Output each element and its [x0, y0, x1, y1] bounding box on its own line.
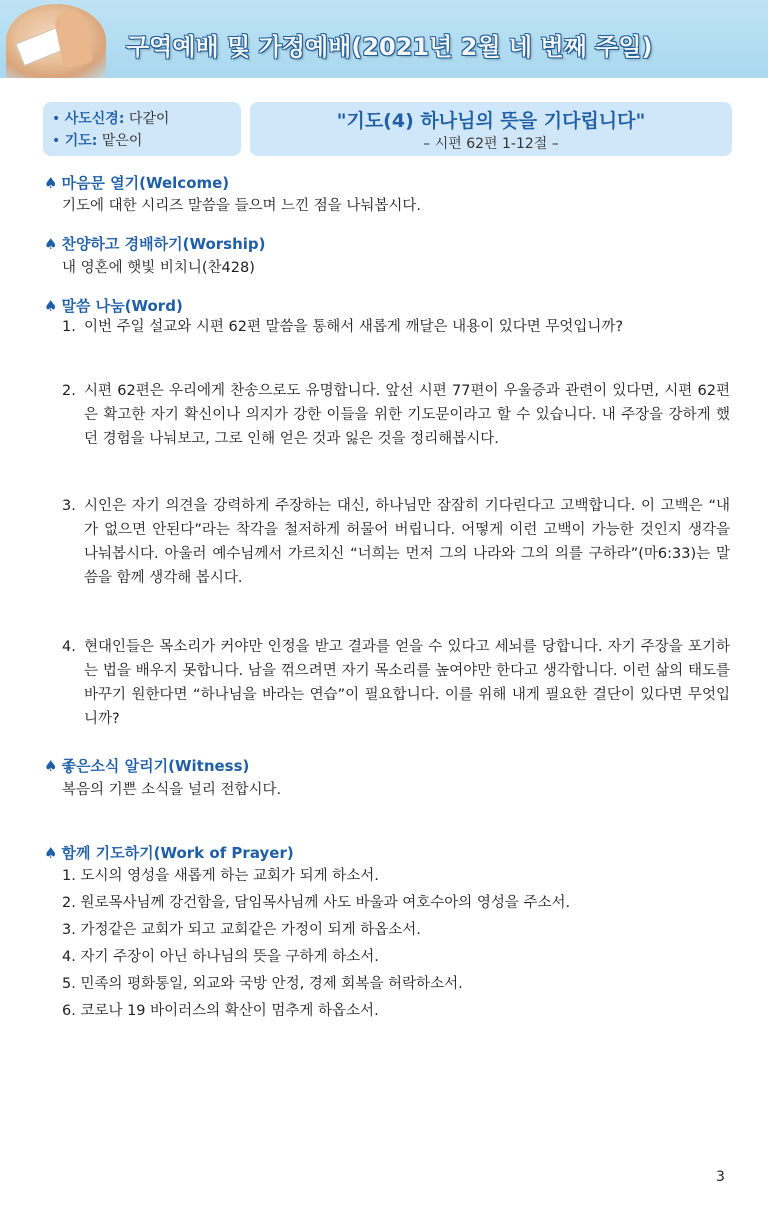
welcome-text: 기도에 대한 시리즈 말씀을 들으며 느낀 점을 나눠봅시다.: [62, 198, 422, 214]
witness-text: 복음의 기쁜 소식을 널리 전합시다.: [62, 782, 282, 798]
section-heading-prayer: [44, 842, 294, 863]
service-roles-box: [43, 102, 241, 156]
section-heading-word: [44, 295, 183, 316]
sermon-title-box: [250, 102, 732, 156]
praying-hands-bible-icon: [6, 4, 106, 78]
word-question-1: [62, 315, 730, 339]
prayer-item: 4. 자기 주장이 아닌 하나님의 뜻을 구하게 하소서.: [62, 949, 379, 965]
spade-icon: ♠: [44, 757, 58, 775]
page-number: 3: [716, 1169, 725, 1185]
section-title: 찬양하고 경배하기(Worship): [61, 235, 266, 253]
word-question-2: [62, 379, 730, 451]
prayer-value: 맡은이: [101, 133, 143, 149]
section-heading-worship: [44, 233, 266, 254]
prayer-label: 기도:: [64, 133, 98, 149]
question-number: 3.: [62, 498, 76, 514]
sermon-title: "기도(4) 하나님의 뜻을 기다립니다": [336, 110, 646, 132]
question-number: 4.: [62, 639, 76, 655]
question-number: 1.: [62, 319, 76, 335]
scripture-reference: – 시편 62편 1-12절 –: [423, 136, 559, 152]
prayer-item: 3. 가정같은 교회가 되고 교회같은 가정이 되게 하옵소서.: [62, 922, 421, 938]
creed-line: [52, 108, 169, 128]
section-title: 함께 기도하기(Work of Prayer): [61, 844, 294, 862]
page-title: 구역예배 및 가정예배(2021년 2월 네 번째 주일): [126, 33, 653, 61]
hand-shape: [53, 7, 94, 68]
section-heading-welcome: [44, 172, 229, 193]
prayer-item: 2. 원로목사님께 강건함을, 담임목사님께 사도 바울과 여호수아의 영성을 주소서.: [62, 895, 571, 911]
word-question-4: [62, 635, 730, 731]
question-number: 2.: [62, 383, 76, 399]
word-question-3: [62, 494, 730, 590]
worship-text: 내 영혼에 햇빛 비치니(찬428): [62, 260, 255, 276]
section-heading-witness: [44, 755, 249, 776]
prayer-item: 1. 도시의 영성을 새롭게 하는 교회가 되게 하소서.: [62, 868, 379, 884]
prayer-line: [52, 130, 142, 150]
spade-icon: ♠: [44, 235, 58, 253]
creed-value: 다같이: [128, 111, 170, 127]
question-text: 시인은 자기 의견을 강력하게 주장하는 대신, 하나님만 잠잠히 기다린다고 고백합니다. 이 고백은 “내가 없으면 안된다”라는 착각을 철저하게 허물어 버립니다. 어떻게 이런 고백이 가능한 것인지 생각을 나눠봅시다. 아울러 예수님께서 가르치신 “너희는 먼저 그의 나라와 그의 의를 구하라”(마6:33)는 말씀을 함께 생각해 봅시다.: [84, 498, 730, 586]
section-title: 좋은소식 알리기(Witness): [61, 757, 250, 775]
bullet-icon: •: [52, 133, 61, 149]
question-text: 이번 주일 설교와 시편 62편 말씀을 통해서 새롭게 깨달은 내용이 있다면 무엇입니까?: [84, 319, 624, 335]
creed-label: 사도신경:: [64, 111, 125, 127]
section-title: 말씀 나눔(Word): [61, 297, 183, 315]
bullet-icon: •: [52, 111, 61, 127]
question-text: 시편 62편은 우리에게 찬송으로도 유명합니다. 앞선 시편 77편이 우울증과 관련이 있다면, 시편 62편은 확고한 자기 확신이나 의지가 강한 이들을 위한 기도문이라고 할 수 있습니다. 내 주장을 강하게 했던 경험을 나눠보고, 그로 인해 얻은 것과 잃은 것을 정리해봅시다.: [84, 383, 730, 447]
question-text: 현대인들은 목소리가 커야만 인정을 받고 결과를 얻을 수 있다고 세뇌를 당합니다. 자기 주장을 포기하는 법을 배우지 못합니다. 남을 꺾으려면 자기 목소리를 높여야만 한다고 생각합니다. 이런 삶의 태도를 바꾸기 원한다면 “하나님을 바라는 연습”이 필요합니다. 이를 위해 내게 필요한 결단이 있다면 무엇입니까?: [84, 639, 730, 727]
spade-icon: ♠: [44, 297, 58, 315]
section-title: 마음문 열기(Welcome): [61, 174, 230, 192]
spade-icon: ♠: [44, 174, 58, 192]
prayer-item: 6. 코로나 19 바이러스의 확산이 멈추게 하옵소서.: [62, 1003, 379, 1019]
header-banner: [0, 0, 768, 78]
spade-icon: ♠: [44, 844, 58, 862]
prayer-item: 5. 민족의 평화통일, 외교와 국방 안정, 경제 회복을 허락하소서.: [62, 976, 463, 992]
